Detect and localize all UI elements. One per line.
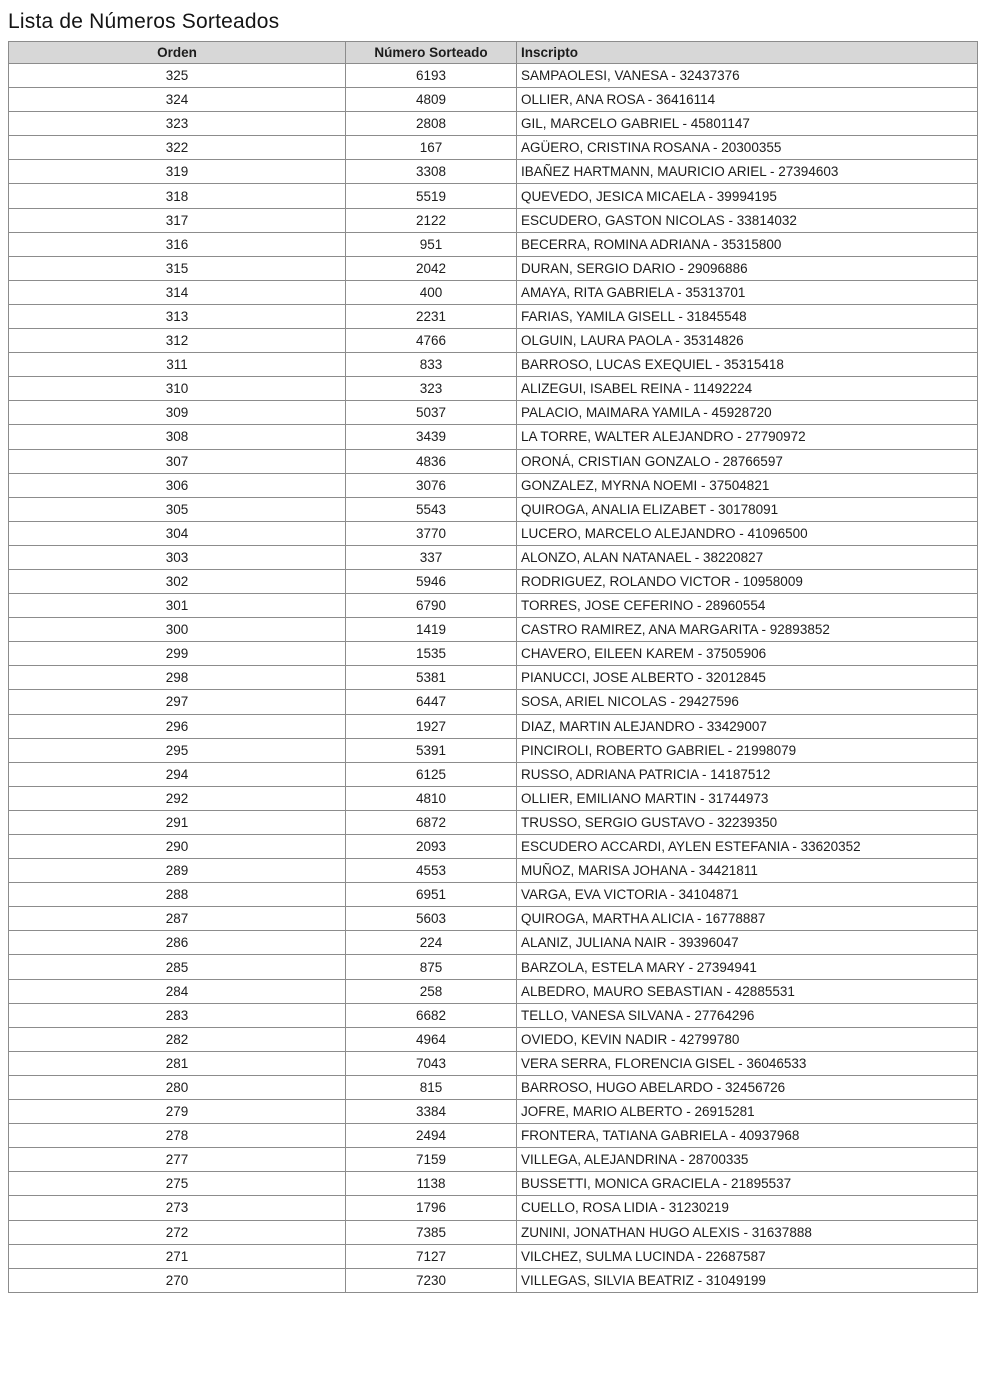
inscripto-cell: QUIROGA, ANALIA ELIZABET - 30178091 [517,497,978,521]
inscripto-cell: LUCERO, MARCELO ALEJANDRO - 41096500 [517,521,978,545]
orden-cell: 299 [9,642,346,666]
orden-cell: 295 [9,738,346,762]
orden-cell: 290 [9,835,346,859]
inscripto-cell: MUÑOZ, MARISA JOHANA - 34421811 [517,859,978,883]
table-row [9,160,978,184]
inscripto-cell: BARZOLA, ESTELA MARY - 27394941 [517,955,978,979]
orden-cell: 291 [9,810,346,834]
orden-cell: 281 [9,1051,346,1075]
numero-sorteado-cell: 6447 [346,690,517,714]
table-row [9,618,978,642]
orden-cell: 275 [9,1172,346,1196]
orden-cell: 287 [9,907,346,931]
table-row [9,666,978,690]
table-row [9,425,978,449]
numero-sorteado-cell: 3384 [346,1100,517,1124]
inscripto-cell: RODRIGUEZ, ROLANDO VICTOR - 10958009 [517,569,978,593]
orden-cell: 292 [9,786,346,810]
table-row [9,545,978,569]
table-row [9,449,978,473]
inscripto-cell: VERA SERRA, FLORENCIA GISEL - 36046533 [517,1051,978,1075]
column-header-inscripto: Inscripto [517,42,978,64]
table-row [9,714,978,738]
inscripto-cell: ALONZO, ALAN NATANAEL - 38220827 [517,545,978,569]
numero-sorteado-cell: 1796 [346,1196,517,1220]
column-header-numero-sorteado: Número Sorteado [346,42,517,64]
orden-cell: 325 [9,64,346,88]
inscripto-cell: CUELLO, ROSA LIDIA - 31230219 [517,1196,978,1220]
numero-sorteado-cell: 6125 [346,762,517,786]
table-row [9,835,978,859]
table-row [9,329,978,353]
orden-cell: 302 [9,569,346,593]
numero-sorteado-cell: 1419 [346,618,517,642]
orden-cell: 277 [9,1148,346,1172]
numero-sorteado-cell: 2093 [346,835,517,859]
numero-sorteado-cell: 5381 [346,666,517,690]
table-row [9,1124,978,1148]
orden-cell: 272 [9,1220,346,1244]
numero-sorteado-cell: 5037 [346,401,517,425]
inscripto-cell: ESCUDERO, GASTON NICOLAS - 33814032 [517,208,978,232]
numero-sorteado-cell: 2494 [346,1124,517,1148]
page-title: Lista de Números Sorteados [8,10,280,33]
orden-cell: 296 [9,714,346,738]
orden-cell: 282 [9,1027,346,1051]
orden-cell: 322 [9,136,346,160]
table-row [9,497,978,521]
table-row [9,1075,978,1099]
inscripto-cell: ALANIZ, JULIANA NAIR - 39396047 [517,931,978,955]
inscripto-cell: QUEVEDO, JESICA MICAELA - 39994195 [517,184,978,208]
numero-sorteado-cell: 4809 [346,88,517,112]
inscripto-cell: DURAN, SERGIO DARIO - 29096886 [517,256,978,280]
table-row [9,232,978,256]
orden-cell: 316 [9,232,346,256]
table-row [9,304,978,328]
inscripto-cell: FARIAS, YAMILA GISELL - 31845548 [517,304,978,328]
orden-cell: 294 [9,762,346,786]
numero-sorteado-cell: 815 [346,1075,517,1099]
table-row [9,1051,978,1075]
numero-sorteado-cell: 6872 [346,810,517,834]
orden-cell: 317 [9,208,346,232]
orden-cell: 271 [9,1244,346,1268]
numero-sorteado-cell: 224 [346,931,517,955]
table-row [9,136,978,160]
inscripto-cell: GIL, MARCELO GABRIEL - 45801147 [517,112,978,136]
table-header [9,42,978,64]
orden-cell: 300 [9,618,346,642]
orden-cell: 313 [9,304,346,328]
numero-sorteado-cell: 167 [346,136,517,160]
table-row [9,979,978,1003]
inscripto-cell: ALBEDRO, MAURO SEBASTIAN - 42885531 [517,979,978,1003]
orden-cell: 315 [9,256,346,280]
orden-cell: 301 [9,594,346,618]
numero-sorteado-cell: 7043 [346,1051,517,1075]
inscripto-cell: ORONÁ, CRISTIAN GONZALO - 28766597 [517,449,978,473]
numero-sorteado-cell: 5519 [346,184,517,208]
numero-sorteado-cell: 1138 [346,1172,517,1196]
inscripto-cell: PIANUCCI, JOSE ALBERTO - 32012845 [517,666,978,690]
numero-sorteado-cell: 5391 [346,738,517,762]
inscripto-cell: RUSSO, ADRIANA PATRICIA - 14187512 [517,762,978,786]
orden-cell: 323 [9,112,346,136]
orden-cell: 318 [9,184,346,208]
orden-cell: 307 [9,449,346,473]
numero-sorteado-cell: 323 [346,377,517,401]
inscripto-cell: FRONTERA, TATIANA GABRIELA - 40937968 [517,1124,978,1148]
numero-sorteado-cell: 2122 [346,208,517,232]
numero-sorteado-cell: 5946 [346,569,517,593]
orden-cell: 308 [9,425,346,449]
orden-cell: 279 [9,1100,346,1124]
inscripto-cell: PALACIO, MAIMARA YAMILA - 45928720 [517,401,978,425]
orden-cell: 303 [9,545,346,569]
orden-cell: 306 [9,473,346,497]
orden-cell: 285 [9,955,346,979]
table-row [9,256,978,280]
table-row [9,521,978,545]
orden-cell: 284 [9,979,346,1003]
table-row [9,1148,978,1172]
orden-cell: 305 [9,497,346,521]
sorted-numbers-table [8,41,978,1293]
inscripto-cell: OLLIER, ANA ROSA - 36416114 [517,88,978,112]
table-row [9,931,978,955]
orden-cell: 324 [9,88,346,112]
numero-sorteado-cell: 5543 [346,497,517,521]
table-row [9,955,978,979]
numero-sorteado-cell: 1535 [346,642,517,666]
numero-sorteado-cell: 258 [346,979,517,1003]
inscripto-cell: SAMPAOLESI, VANESA - 32437376 [517,64,978,88]
column-header-orden: Orden [9,42,346,64]
inscripto-cell: AGÜERO, CRISTINA ROSANA - 20300355 [517,136,978,160]
numero-sorteado-cell: 7230 [346,1268,517,1292]
numero-sorteado-cell: 6193 [346,64,517,88]
table-row [9,690,978,714]
table-row [9,64,978,88]
inscripto-cell: ESCUDERO ACCARDI, AYLEN ESTEFANIA - 33620352 [517,835,978,859]
table-row [9,883,978,907]
orden-cell: 288 [9,883,346,907]
table-body [9,64,978,1293]
inscripto-cell: AMAYA, RITA GABRIELA - 35313701 [517,280,978,304]
numero-sorteado-cell: 4553 [346,859,517,883]
inscripto-cell: BARROSO, LUCAS EXEQUIEL - 35315418 [517,353,978,377]
inscripto-cell: VILLEGA, ALEJANDRINA - 28700335 [517,1148,978,1172]
table-row [9,1003,978,1027]
orden-cell: 298 [9,666,346,690]
inscripto-cell: IBAÑEZ HARTMANN, MAURICIO ARIEL - 27394603 [517,160,978,184]
table-row [9,859,978,883]
inscripto-cell: OLLIER, EMILIANO MARTIN - 31744973 [517,786,978,810]
numero-sorteado-cell: 6790 [346,594,517,618]
inscripto-cell: TRUSSO, SERGIO GUSTAVO - 32239350 [517,810,978,834]
numero-sorteado-cell: 4964 [346,1027,517,1051]
numero-sorteado-cell: 337 [346,545,517,569]
orden-cell: 304 [9,521,346,545]
inscripto-cell: LA TORRE, WALTER ALEJANDRO - 27790972 [517,425,978,449]
table-row [9,1196,978,1220]
numero-sorteado-cell: 5603 [346,907,517,931]
inscripto-cell: TORRES, JOSE CEFERINO - 28960554 [517,594,978,618]
inscripto-cell: JOFRE, MARIO ALBERTO - 26915281 [517,1100,978,1124]
orden-cell: 309 [9,401,346,425]
inscripto-cell: ZUNINI, JONATHAN HUGO ALEXIS - 31637888 [517,1220,978,1244]
table-row [9,1220,978,1244]
numero-sorteado-cell: 3076 [346,473,517,497]
table-row [9,1172,978,1196]
orden-cell: 312 [9,329,346,353]
orden-cell: 319 [9,160,346,184]
numero-sorteado-cell: 1927 [346,714,517,738]
table-row [9,594,978,618]
numero-sorteado-cell: 4836 [346,449,517,473]
inscripto-cell: BARROSO, HUGO ABELARDO - 32456726 [517,1075,978,1099]
numero-sorteado-cell: 6682 [346,1003,517,1027]
table-row [9,377,978,401]
inscripto-cell: SOSA, ARIEL NICOLAS - 29427596 [517,690,978,714]
numero-sorteado-cell: 3439 [346,425,517,449]
table-row [9,401,978,425]
inscripto-cell: DIAZ, MARTIN ALEJANDRO - 33429007 [517,714,978,738]
table-row [9,642,978,666]
inscripto-cell: ALIZEGUI, ISABEL REINA - 11492224 [517,377,978,401]
inscripto-cell: VARGA, EVA VICTORIA - 34104871 [517,883,978,907]
orden-cell: 289 [9,859,346,883]
numero-sorteado-cell: 951 [346,232,517,256]
table-row [9,353,978,377]
table-row [9,88,978,112]
numero-sorteado-cell: 4766 [346,329,517,353]
numero-sorteado-cell: 7385 [346,1220,517,1244]
numero-sorteado-cell: 2808 [346,112,517,136]
inscripto-cell: BUSSETTI, MONICA GRACIELA - 21895537 [517,1172,978,1196]
orden-cell: 280 [9,1075,346,1099]
orden-cell: 273 [9,1196,346,1220]
orden-cell: 283 [9,1003,346,1027]
table-row [9,1027,978,1051]
table-row [9,569,978,593]
inscripto-cell: CHAVERO, EILEEN KAREM - 37505906 [517,642,978,666]
orden-cell: 286 [9,931,346,955]
numero-sorteado-cell: 875 [346,955,517,979]
orden-cell: 278 [9,1124,346,1148]
inscripto-cell: GONZALEZ, MYRNA NOEMI - 37504821 [517,473,978,497]
orden-cell: 297 [9,690,346,714]
inscripto-cell: BECERRA, ROMINA ADRIANA - 35315800 [517,232,978,256]
table-row [9,738,978,762]
table-row [9,810,978,834]
numero-sorteado-cell: 2042 [346,256,517,280]
numero-sorteado-cell: 400 [346,280,517,304]
table-row [9,184,978,208]
numero-sorteado-cell: 6951 [346,883,517,907]
numero-sorteado-cell: 7159 [346,1148,517,1172]
orden-cell: 270 [9,1268,346,1292]
table-row [9,1244,978,1268]
orden-cell: 310 [9,377,346,401]
inscripto-cell: VILLEGAS, SILVIA BEATRIZ - 31049199 [517,1268,978,1292]
numero-sorteado-cell: 4810 [346,786,517,810]
orden-cell: 311 [9,353,346,377]
inscripto-cell: VILCHEZ, SULMA LUCINDA - 22687587 [517,1244,978,1268]
table-row [9,786,978,810]
table-row [9,112,978,136]
table-row [9,208,978,232]
table-header-row [9,42,978,64]
numero-sorteado-cell: 7127 [346,1244,517,1268]
orden-cell: 314 [9,280,346,304]
inscripto-cell: CASTRO RAMIREZ, ANA MARGARITA - 92893852 [517,618,978,642]
inscripto-cell: TELLO, VANESA SILVANA - 27764296 [517,1003,978,1027]
table-row [9,280,978,304]
table-row [9,1100,978,1124]
numero-sorteado-cell: 3770 [346,521,517,545]
table-row [9,762,978,786]
inscripto-cell: PINCIROLI, ROBERTO GABRIEL - 21998079 [517,738,978,762]
table-row [9,907,978,931]
table-row [9,473,978,497]
numero-sorteado-cell: 3308 [346,160,517,184]
inscripto-cell: QUIROGA, MARTHA ALICIA - 16778887 [517,907,978,931]
inscripto-cell: OLGUIN, LAURA PAOLA - 35314826 [517,329,978,353]
table-row [9,1268,978,1292]
inscripto-cell: OVIEDO, KEVIN NADIR - 42799780 [517,1027,978,1051]
numero-sorteado-cell: 2231 [346,304,517,328]
numero-sorteado-cell: 833 [346,353,517,377]
